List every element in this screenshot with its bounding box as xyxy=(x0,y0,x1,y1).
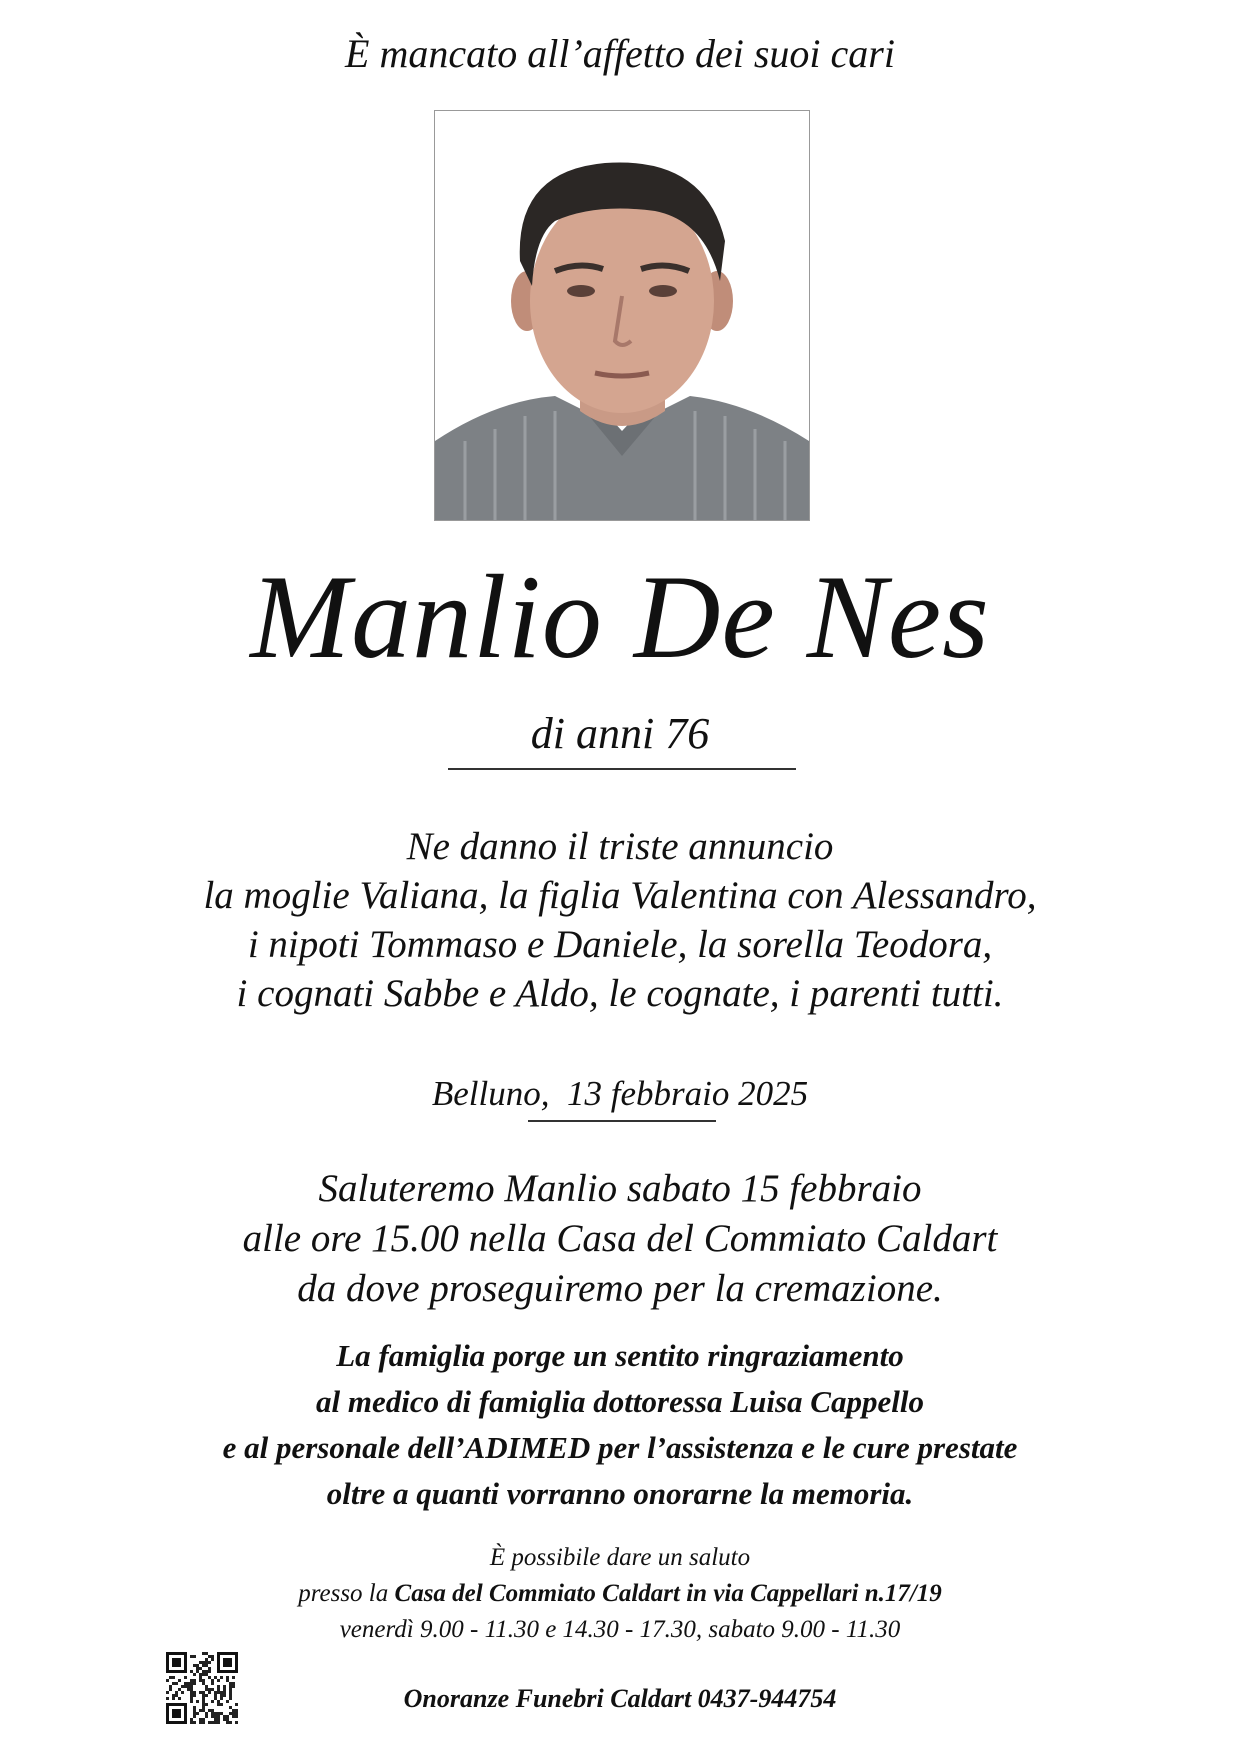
visit-line-1: È possibile dare un saluto xyxy=(489,1544,751,1571)
announcement-line: la moglie Valiana, la figlia Valentina con Alessandro, xyxy=(203,874,1037,917)
place-date-text: Belluno, 13 febbraio 2025 xyxy=(431,1074,809,1113)
age-line: di anni 76 xyxy=(530,709,710,758)
announcement-line: Ne danno il triste annuncio xyxy=(406,825,834,868)
deceased-name: Manlio De Nes xyxy=(250,550,990,683)
thanks-line: La famiglia porge un sentito ringraziamento xyxy=(336,1338,904,1373)
thanks-line: al medico di famiglia dottoressa Luisa Cappello xyxy=(316,1384,924,1419)
visit-address: Casa del Commiato Caldart in via Cappellari n.17/19 xyxy=(394,1580,942,1607)
thanks-line: e al personale dell’ADIMED per l’assistenza e le cure prestate xyxy=(222,1430,1018,1465)
funeral-line: alle ore 15.00 nella Casa del Commiato Caldart xyxy=(242,1217,998,1260)
place-date xyxy=(0,1074,1240,1114)
thanks-block xyxy=(0,1333,1240,1517)
date-underline xyxy=(528,1120,716,1122)
funeral-line: da dove proseguiremo per la cremazione. xyxy=(297,1267,943,1310)
visit-info xyxy=(0,1540,1240,1648)
announcement-line: i cognati Sabbe e Aldo, le cognate, i parenti tutti. xyxy=(236,972,1004,1015)
funeral-info xyxy=(0,1164,1240,1314)
announcement xyxy=(0,822,1240,1018)
visit-hours: venerdì 9.00 - 11.30 e 14.30 - 17.30, sabato 9.00 - 11.30 xyxy=(339,1616,901,1643)
visit-line-2 xyxy=(0,1576,1240,1612)
funeral-home: Onoranze Funebri Caldart 0437-944754 xyxy=(403,1684,837,1713)
age-divider xyxy=(448,768,796,770)
funeral-line: Saluteremo Manlio sabato 15 febbraio xyxy=(318,1167,922,1210)
thanks-line: oltre a quanti vorranno onorarne la memoria. xyxy=(326,1476,914,1511)
visit-prefix: presso la xyxy=(298,1580,395,1607)
announcement-line: i nipoti Tommaso e Daniele, la sorella Teodora, xyxy=(247,923,993,966)
portrait-photo xyxy=(434,110,810,521)
intro-line: È mancato all’affetto dei suoi cari xyxy=(345,31,895,76)
